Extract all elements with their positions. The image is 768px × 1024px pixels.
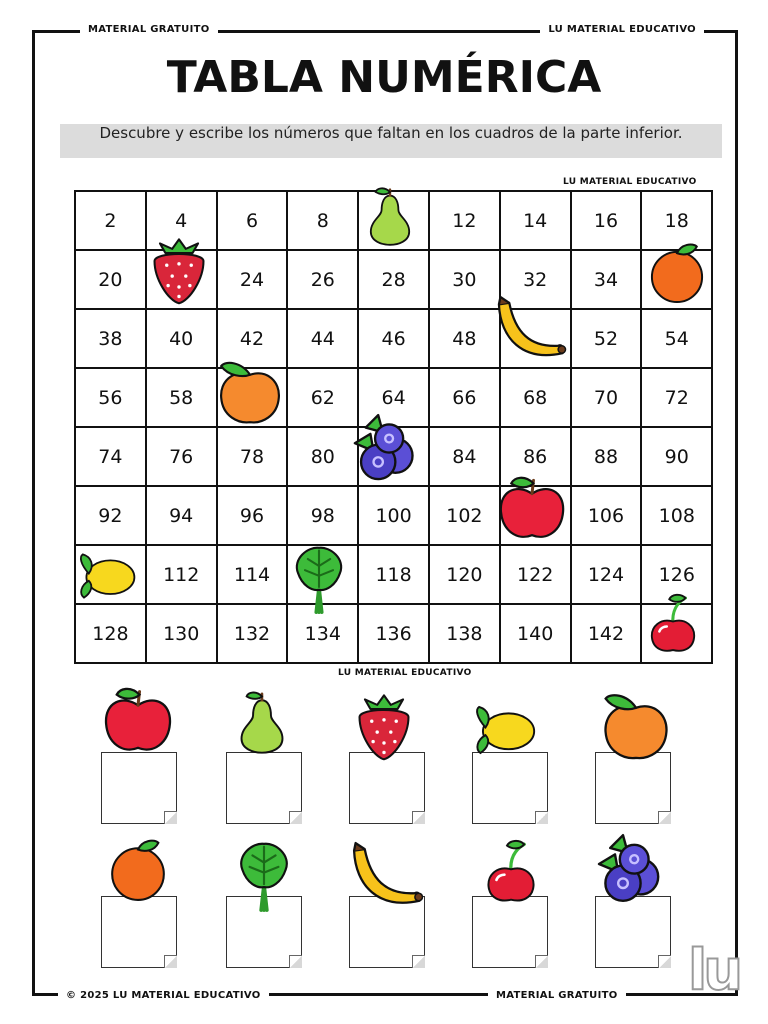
grid-cell: 138: [430, 605, 501, 664]
grid-cell: 92: [76, 487, 147, 546]
grid-cell: 128: [76, 605, 147, 664]
watermark-top: LU MATERIAL EDUCATIVO: [563, 177, 697, 187]
answer-box-apple[interactable]: [101, 752, 177, 824]
grid-cell: 48: [430, 310, 501, 369]
grid-cell: 44: [288, 310, 359, 369]
grid-cell: 108: [642, 487, 713, 546]
grid-cell: 140: [501, 605, 572, 664]
grid-cell: 112: [147, 546, 218, 605]
lu-logo: lu: [688, 938, 740, 1003]
pear-icon: [230, 684, 294, 760]
grid-cell: 54: [642, 310, 713, 369]
grid-cell: 126: [642, 546, 713, 605]
grid-cell: 78: [218, 428, 289, 487]
grid-cell: 86: [501, 428, 572, 487]
apple-icon: [495, 470, 569, 550]
grid-cell: 40: [147, 310, 218, 369]
grid-cell: 32: [501, 251, 572, 310]
grid-cell: 52: [572, 310, 643, 369]
grid-cell: 74: [76, 428, 147, 487]
peach-icon: [214, 356, 286, 428]
grid-cell: 94: [147, 487, 218, 546]
grid-cell: 34: [572, 251, 643, 310]
grid-cell: 132: [218, 605, 289, 664]
grid-cell: 84: [430, 428, 501, 487]
lemon-icon: [62, 546, 154, 606]
strawberry-icon: [350, 690, 418, 766]
apple-icon: [100, 684, 176, 760]
grid-cell: 120: [430, 546, 501, 605]
grid-cell: 76: [147, 428, 218, 487]
grid-cell: 102: [430, 487, 501, 546]
grid-cell: 12: [430, 192, 501, 251]
page-title: TABLA NUMÉRICA: [166, 52, 602, 103]
grid-cell: 136: [359, 605, 430, 664]
grid-cell: 122: [501, 546, 572, 605]
strawberry-icon: [145, 235, 213, 309]
grid-cell: 80: [288, 428, 359, 487]
top-right-tag: LU MATERIAL EDUCATIVO: [540, 24, 704, 35]
grid-cell: 106: [572, 487, 643, 546]
peach-icon: [598, 688, 674, 764]
answer-box-orange[interactable]: [101, 896, 177, 968]
bottom-right-tag: MATERIAL GRATUITO: [488, 990, 626, 1001]
grid-cell: 30: [430, 251, 501, 310]
grid-cell: 70: [572, 369, 643, 428]
grid-cell: 98: [288, 487, 359, 546]
orange-icon: [104, 834, 172, 906]
cherry-icon: [642, 584, 704, 664]
instructions-banner: Descubre y escribe los números que faltan en los cuadros de la parte inferior.: [60, 124, 722, 158]
grid-cell: 38: [76, 310, 147, 369]
grid-cell: 14: [501, 192, 572, 251]
orange-icon: [644, 236, 710, 310]
grid-cell: 26: [288, 251, 359, 310]
grid-cell: 62: [288, 369, 359, 428]
grid-cell: 118: [359, 546, 430, 605]
grid-cell: 68: [501, 369, 572, 428]
grid-cell: 46: [359, 310, 430, 369]
spinach-icon: [284, 540, 354, 620]
grid-cell: 100: [359, 487, 430, 546]
grid-cell: 64: [359, 369, 430, 428]
grid-cell: 130: [147, 605, 218, 664]
grid-cell: 58: [147, 369, 218, 428]
grid-cell: 142: [572, 605, 643, 664]
grid-cell: 124: [572, 546, 643, 605]
banana-icon: [340, 840, 432, 916]
grid-cell: 134: [288, 605, 359, 664]
grid-cell: 114: [218, 546, 289, 605]
grid-cell: 72: [642, 369, 713, 428]
cherry-icon: [478, 830, 544, 914]
grid-cell: 2: [76, 192, 147, 251]
lemon-icon: [458, 698, 554, 762]
grid-cell: 8: [288, 192, 359, 251]
grid-cell: 42: [218, 310, 289, 369]
grid-cell: 66: [430, 369, 501, 428]
bottom-left-tag: © 2025 LU MATERIAL EDUCATIVO: [58, 990, 269, 1001]
top-left-tag: MATERIAL GRATUITO: [80, 24, 218, 35]
spinach-icon: [228, 836, 300, 918]
answer-box-lemon[interactable]: [472, 752, 548, 824]
grid-cell: 6: [218, 192, 289, 251]
answer-box-pear[interactable]: [226, 752, 302, 824]
grid-cell: 20: [76, 251, 147, 310]
grid-cell: 28: [359, 251, 430, 310]
watermark-bottom: LU MATERIAL EDUCATIVO: [338, 668, 472, 678]
grid-cell: 16: [572, 192, 643, 251]
pear-icon: [360, 180, 420, 252]
blueberries-icon: [340, 412, 432, 490]
blueberries-icon: [586, 832, 676, 912]
grid-cell: 90: [642, 428, 713, 487]
grid-cell: 24: [218, 251, 289, 310]
grid-cell: 18: [642, 192, 713, 251]
banana-icon: [484, 294, 576, 368]
grid-cell: 56: [76, 369, 147, 428]
grid-cell: 96: [218, 487, 289, 546]
grid-cell: 4: [147, 192, 218, 251]
grid-cell: 88: [572, 428, 643, 487]
